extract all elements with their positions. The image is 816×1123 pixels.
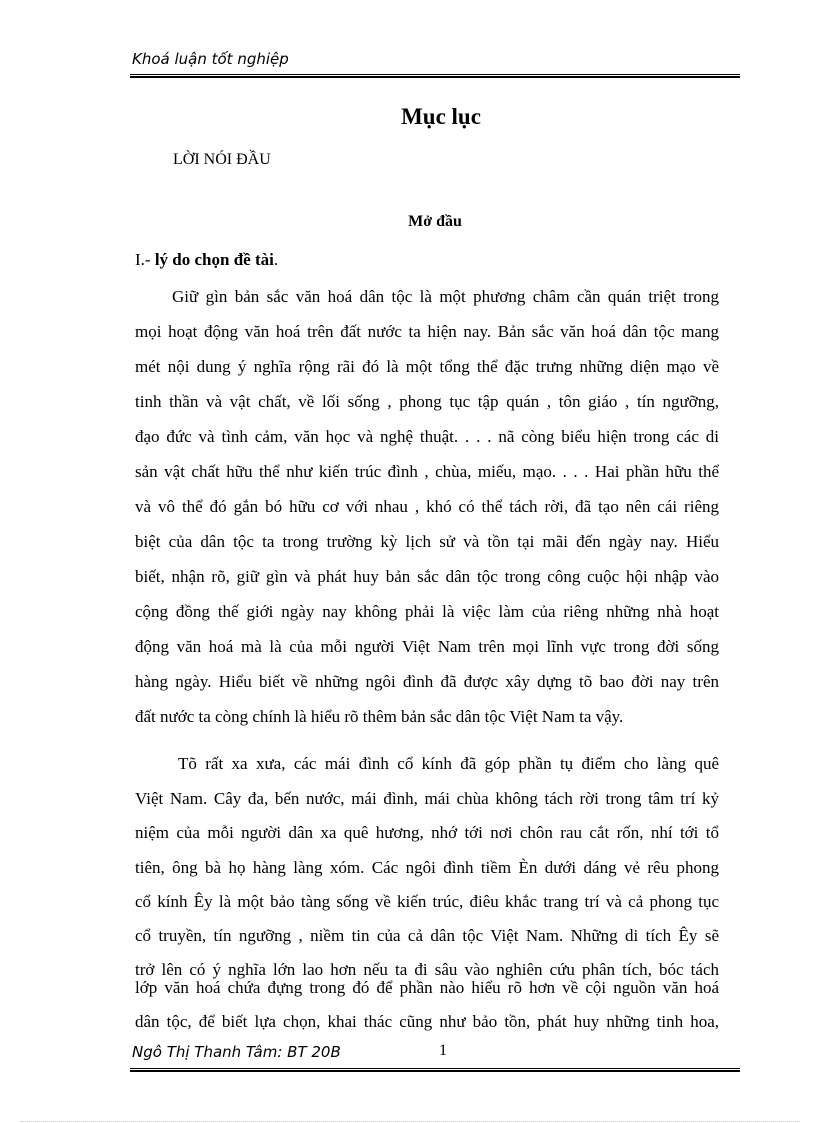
- paragraph-1-line: cộng đồng thế giới ngày nay không phải là việc làm của riêng những nhà hoạt: [135, 602, 719, 621]
- footer-rule: [130, 1068, 740, 1072]
- paragraph-2-line: cổ kính Êy là một bảo tàng sống về kiến trúc, điêu khắc trang trí và cả phong tục: [135, 892, 719, 911]
- paragraph-1-line: sản vật chất hữu thể như kiến trúc đình , chùa, miếu, mạo. . . . Hai phần hữu thể: [135, 462, 719, 481]
- header-rule: [130, 74, 740, 78]
- paragraph-1-line: biệt của dân tộc ta trong trường kỳ lịch sử và tồn tại mãi đến ngày nay. Hiểu: [135, 532, 719, 551]
- paragraph-2-line: lớp văn hoá chứa đựng trong đó để phần nào hiểu rõ hơn về cội nguồn văn hoá: [135, 978, 719, 997]
- page-edge: [20, 1121, 800, 1122]
- toc-entry: LỜI NÓI ĐẦU: [173, 151, 271, 168]
- paragraph-2-line: dân tộc, để biết lựa chọn, khai thác cũng như bảo tồn, phát huy những tinh hoa,: [135, 1012, 719, 1031]
- paragraph-2-line: niệm của mỗi người dân xa quê hương, nhớ tới nơi chôn rau cắt rốn, nhí tới tổ: [135, 823, 719, 842]
- paragraph-1-line: động văn hoá mà là của mỗi người Việt Nam trên mọi lĩnh vực trong đời sống: [135, 637, 719, 656]
- toc-title: Mục lục: [401, 104, 481, 129]
- paragraph-2-line: trở lên có ý nghĩa lớn lao hơn nếu ta đi sâu vào nghiên cứu phân tích, bóc tách: [135, 960, 719, 979]
- footer-author: Ngô Thị Thanh Tâm: BT 20B: [132, 1043, 341, 1061]
- paragraph-1-line: tinh thần và vật chất, về lối sống , phong tục tập quán , tôn giáo , tín ngưỡng,: [135, 392, 719, 411]
- paragraph-1-line: mét nội dung ý nghĩa rộng rãi đó là một tổng thể đặc trưng những diện mạo về: [135, 357, 719, 376]
- subheading: [135, 250, 278, 270]
- paragraph-2-line: Tõ rất xa xưa, các mái đình cổ kính đã góp phần tụ điểm cho làng quê: [178, 754, 719, 773]
- paragraph-1-line: mọi hoạt động văn hoá trên đất nước ta hiện nay. Bản sắc văn hoá dân tộc mang: [135, 322, 719, 341]
- paragraph-1-line: Giữ gìn bản sắc văn hoá dân tộc là một phương châm cần quán triệt trong: [172, 287, 719, 306]
- paragraph-2-line: tiên, ông bà họ hàng làng xóm. Các ngôi đình tiềm Èn dưới dáng vẻ rêu phong: [135, 858, 719, 877]
- paragraph-1-line: hàng ngày. Hiểu biết về những ngôi đình đã được xây dựng tõ bao đời nay trên: [135, 672, 719, 691]
- subheading-title: lý do chọn đề tài: [154, 250, 274, 269]
- paragraph-1-line: và vô thể đó gắn bó hữu cơ với nhau , khó có thể tách rời, đã tạo nên cái riêng: [135, 497, 719, 516]
- paragraph-2-line: Việt Nam. Cây đa, bến nước, mái đình, mái chùa không tách rời trong tâm trí kỷ: [135, 789, 719, 808]
- running-header: Khoá luận tốt nghiệp: [132, 50, 289, 68]
- subheading-trailing: .: [273, 250, 279, 269]
- subheading-number: I.-: [135, 250, 151, 269]
- paragraph-1-line: đất nước ta còng chính là hiểu rõ thêm bản sắc dân tộc Việt Nam ta vậy.: [135, 707, 624, 726]
- section-heading: Mở đầu: [408, 213, 462, 230]
- paragraph-2-line: cổ truyền, tín ngưỡng , niềm tin của cả dân tộc Việt Nam. Những di tích Êy sẽ: [135, 926, 719, 945]
- paragraph-1-line: đạo đức và tình cảm, văn học và nghệ thuật. . . . nã còng biểu hiện trong các di: [135, 427, 719, 446]
- page-number: 1: [439, 1042, 447, 1059]
- paragraph-1-line: biết, nhận rõ, giữ gìn và phát huy bản sắc dân tộc trong công cuộc hội nhập vào: [135, 567, 719, 586]
